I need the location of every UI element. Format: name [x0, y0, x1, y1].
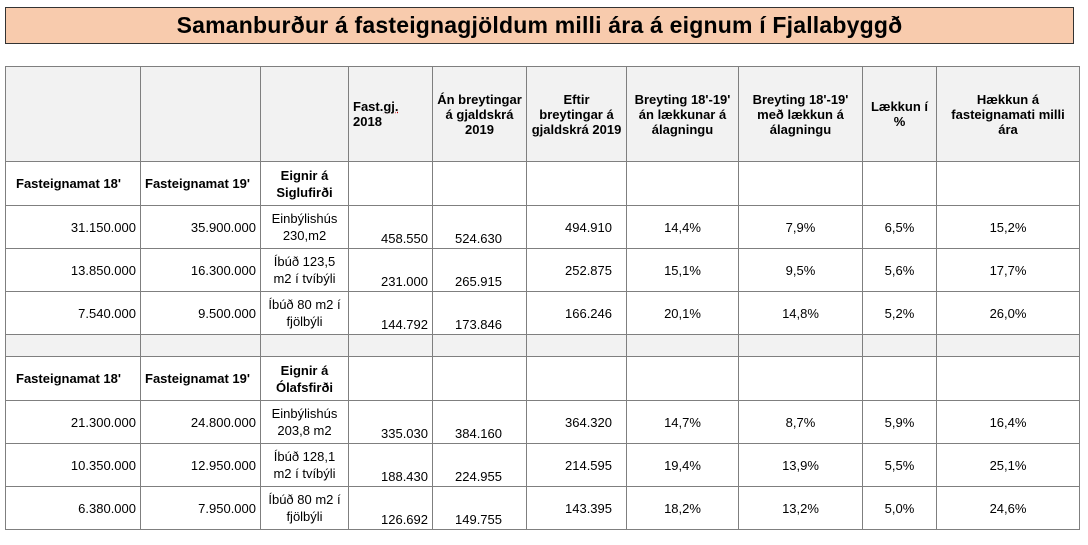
table-row — [6, 444, 1080, 487]
empty-cell — [739, 162, 863, 206]
header-laekkun: Lækkun í % — [863, 67, 937, 162]
comparison-table — [5, 66, 1080, 530]
eftir-breytingar-cell: 214.595 — [527, 444, 627, 487]
table-row — [6, 249, 1080, 292]
fasteignamat-18-cell: 6.380.000 — [6, 487, 141, 530]
eftir-breytingar-cell: 364.320 — [527, 401, 627, 444]
empty-cell — [141, 335, 261, 357]
laekkun-cell: 5,6% — [863, 249, 937, 292]
laekkun-cell: 5,9% — [863, 401, 937, 444]
fasteignamat-18-label: Fasteignamat 18' — [6, 162, 141, 206]
fast-2018-cell: 335.030 — [349, 401, 433, 444]
empty-cell — [627, 357, 739, 401]
empty-cell — [527, 335, 627, 357]
header-row — [6, 67, 1080, 162]
empty-cell — [739, 335, 863, 357]
haekkun-cell: 24,6% — [937, 487, 1080, 530]
place-label: Eignir á Siglufirði — [261, 162, 349, 206]
section-header-row — [6, 357, 1080, 401]
eftir-breytingar-cell: 143.395 — [527, 487, 627, 530]
empty-cell — [6, 335, 141, 357]
empty-cell — [527, 162, 627, 206]
header-fast-b: gj. — [383, 99, 399, 114]
breyting-an-cell: 19,4% — [627, 444, 739, 487]
property-cell: Einbýlishús 230,m2 — [261, 206, 349, 249]
fasteignamat-19-cell: 12.950.000 — [141, 444, 261, 487]
breyting-an-cell: 15,1% — [627, 249, 739, 292]
eftir-breytingar-cell: 252.875 — [527, 249, 627, 292]
fasteignamat-18-cell: 13.850.000 — [6, 249, 141, 292]
breyting-med-cell: 7,9% — [739, 206, 863, 249]
empty-cell — [739, 357, 863, 401]
fast-2018-cell: 231.000 — [349, 249, 433, 292]
header-breyting-med: Breyting 18'-19' með lækkun á álagningu — [739, 67, 863, 162]
table-row — [6, 401, 1080, 444]
property-cell: Einbýlishús 203,8 m2 — [261, 401, 349, 444]
header-empty-1 — [6, 67, 141, 162]
breyting-med-cell: 8,7% — [739, 401, 863, 444]
page-title: Samanburður á fasteignagjöldum milli ára á eignum í Fjallabyggð — [5, 7, 1074, 44]
place-label: Eignir á Ólafsfirði — [261, 357, 349, 401]
empty-cell — [349, 335, 433, 357]
fasteignamat-18-label: Fasteignamat 18' — [6, 357, 141, 401]
header-empty-3 — [261, 67, 349, 162]
fasteignamat-19-label: Fasteignamat 19' — [141, 357, 261, 401]
breyting-an-cell: 14,4% — [627, 206, 739, 249]
section-header-row — [6, 162, 1080, 206]
fasteignamat-19-cell: 9.500.000 — [141, 292, 261, 335]
empty-cell — [937, 335, 1080, 357]
fasteignamat-18-cell: 31.150.000 — [6, 206, 141, 249]
breyting-med-cell: 14,8% — [739, 292, 863, 335]
breyting-med-cell: 13,2% — [739, 487, 863, 530]
eftir-breytingar-cell: 166.246 — [527, 292, 627, 335]
empty-cell — [937, 162, 1080, 206]
breyting-an-cell: 20,1% — [627, 292, 739, 335]
laekkun-cell: 6,5% — [863, 206, 937, 249]
breyting-med-cell: 13,9% — [739, 444, 863, 487]
empty-cell — [527, 357, 627, 401]
an-breytingar-cell: 173.846 — [433, 292, 527, 335]
empty-cell — [627, 335, 739, 357]
haekkun-cell: 26,0% — [937, 292, 1080, 335]
eftir-breytingar-cell: 494.910 — [527, 206, 627, 249]
an-breytingar-cell: 265.915 — [433, 249, 527, 292]
fasteignamat-18-cell: 7.540.000 — [6, 292, 141, 335]
fasteignamat-19-cell: 16.300.000 — [141, 249, 261, 292]
table-row — [6, 292, 1080, 335]
header-fast-c: 2018 — [353, 114, 382, 129]
property-cell: Íbúð 128,1 m2 í tvíbýli — [261, 444, 349, 487]
laekkun-cell: 5,0% — [863, 487, 937, 530]
property-cell: Íbúð 80 m2 í fjölbýli — [261, 292, 349, 335]
table-row — [6, 206, 1080, 249]
an-breytingar-cell: 384.160 — [433, 401, 527, 444]
empty-cell — [433, 335, 527, 357]
empty-cell — [863, 335, 937, 357]
fasteignamat-19-cell: 7.950.000 — [141, 487, 261, 530]
haekkun-cell: 16,4% — [937, 401, 1080, 444]
header-eftir-breytingar: Eftir breytingar á gjaldskrá 2019 — [527, 67, 627, 162]
haekkun-cell: 15,2% — [937, 206, 1080, 249]
header-fast-a: Fast. — [353, 99, 384, 114]
empty-cell — [261, 335, 349, 357]
an-breytingar-cell: 524.630 — [433, 206, 527, 249]
empty-cell — [433, 357, 527, 401]
header-an-breytingar: Án breytingar á gjaldskrá 2019 — [433, 67, 527, 162]
fast-2018-cell: 144.792 — [349, 292, 433, 335]
fast-2018-cell: 188.430 — [349, 444, 433, 487]
laekkun-cell: 5,2% — [863, 292, 937, 335]
header-fast-2018 — [349, 67, 433, 162]
haekkun-cell: 17,7% — [937, 249, 1080, 292]
fasteignamat-18-cell: 10.350.000 — [6, 444, 141, 487]
laekkun-cell: 5,5% — [863, 444, 937, 487]
fast-2018-cell: 126.692 — [349, 487, 433, 530]
empty-cell — [937, 357, 1080, 401]
breyting-an-cell: 18,2% — [627, 487, 739, 530]
haekkun-cell: 25,1% — [937, 444, 1080, 487]
empty-cell — [349, 162, 433, 206]
fast-2018-cell: 458.550 — [349, 206, 433, 249]
separator-row — [6, 335, 1080, 357]
an-breytingar-cell: 224.955 — [433, 444, 527, 487]
fasteignamat-19-cell: 24.800.000 — [141, 401, 261, 444]
fasteignamat-19-label: Fasteignamat 19' — [141, 162, 261, 206]
header-empty-2 — [141, 67, 261, 162]
header-breyting-an: Breyting 18'-19' án lækkunar á álagningu — [627, 67, 739, 162]
fasteignamat-19-cell: 35.900.000 — [141, 206, 261, 249]
empty-cell — [863, 162, 937, 206]
header-haekkun: Hækkun á fasteignamati milli ára — [937, 67, 1080, 162]
an-breytingar-cell: 149.755 — [433, 487, 527, 530]
breyting-an-cell: 14,7% — [627, 401, 739, 444]
breyting-med-cell: 9,5% — [739, 249, 863, 292]
property-cell: Íbúð 123,5 m2 í tvíbýli — [261, 249, 349, 292]
empty-cell — [627, 162, 739, 206]
property-cell: Íbúð 80 m2 í fjölbýli — [261, 487, 349, 530]
table-row — [6, 487, 1080, 530]
empty-cell — [863, 357, 937, 401]
fasteignamat-18-cell: 21.300.000 — [6, 401, 141, 444]
empty-cell — [433, 162, 527, 206]
empty-cell — [349, 357, 433, 401]
